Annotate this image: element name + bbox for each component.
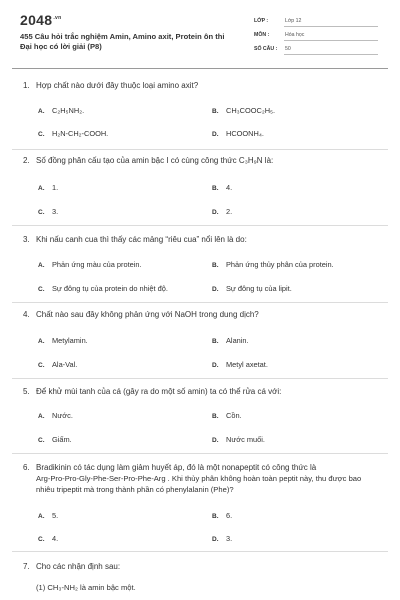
option-d[interactable] [212,284,292,294]
meta-subject [254,31,378,41]
meta-class [254,17,378,27]
option-letter: D. [212,437,219,444]
option-text: 6. [226,511,233,520]
question-body: Để khử mùi tanh của cá (gây ra do một số amin) ta có thể rửa cá với: [36,387,282,396]
option-text: 4. [52,534,59,543]
option-text: Sự đông tụ của lipit. [226,284,292,293]
statement-1: (1) CH₃-NH₂ là amin bậc một. [36,583,136,592]
question-3 [12,235,388,295]
question-4 [12,310,388,370]
option-c[interactable] [38,360,77,370]
meta-class-value: Lớp 12 [284,18,378,27]
question-text [23,81,198,91]
question-number: 3. [23,235,30,244]
option-letter: B. [212,108,219,115]
option-letter: B. [212,413,219,420]
meta-subject-value: Hóa học [284,32,378,41]
question-body: Cho các nhận định sau: [36,562,121,571]
option-letter: D. [212,536,219,543]
option-letter: D. [212,209,219,216]
option-text: C₂H₅NH₂. [52,106,85,115]
question-5 [12,387,388,447]
option-letter: C. [38,209,45,216]
option-text: Phản ứng màu của protein. [52,260,142,269]
option-b[interactable] [212,106,275,116]
question-text [23,156,273,166]
option-letter: A. [38,513,45,520]
option-letter: D. [212,131,219,138]
option-a[interactable] [38,511,58,521]
option-letter: B. [212,185,219,192]
meta-class-label: LỚP : [254,18,269,24]
question-text [23,310,259,320]
option-text: Sự đông tụ của protein do nhiệt độ. [52,284,168,293]
question-divider [12,149,388,150]
option-d[interactable] [212,129,264,139]
option-letter: A. [38,413,45,420]
option-c[interactable] [38,534,58,544]
option-text: Nước. [52,411,73,420]
question-text [23,387,281,397]
question-number: 6. [23,463,30,472]
option-text: 3. [52,207,59,216]
option-d[interactable] [212,207,232,217]
option-a[interactable] [38,260,142,270]
question-body: Hợp chất nào dưới đây thuộc loại amino axit? [36,81,199,90]
option-letter: C. [38,536,45,543]
option-letter: A. [38,108,45,115]
question-body: Bradikinin có tác dụng làm giảm huyết áp, đó là một nonapeptit có công thức là [36,463,317,472]
option-text: Alanin. [226,336,249,345]
option-text: CH₃COOC₂H₅. [226,106,276,115]
option-letter: B. [212,513,219,520]
option-a[interactable] [38,336,88,346]
option-text: H₂N-CH₂-COOH. [52,129,109,138]
option-b[interactable] [212,411,242,421]
option-text: 2. [226,207,233,216]
question-divider [12,302,388,303]
option-text: 4. [226,183,233,192]
option-d[interactable] [212,360,268,370]
option-text: Metyl axetat. [226,360,268,369]
site-logo[interactable] [20,12,61,28]
option-d[interactable] [212,534,232,544]
option-c[interactable] [38,284,168,294]
question-divider [12,551,388,552]
question-text [23,235,247,245]
option-text: Cồn. [226,411,242,420]
question-1 [12,81,388,141]
question-number: 5. [23,387,30,396]
option-letter: C. [38,131,45,138]
option-text: 1. [52,183,59,192]
question-divider [12,453,388,454]
option-letter: B. [212,338,219,345]
question-divider [12,225,388,226]
logo-tld: .vn [53,15,62,22]
option-letter: D. [212,286,219,293]
option-b[interactable] [212,183,232,193]
question-body: Chất nào sau đây không phản ứng với NaOH trong dung dịch? [36,310,259,319]
option-text: 5. [52,511,59,520]
option-text: HCOONH₄. [226,129,264,138]
option-letter: A. [38,185,45,192]
question-body-continued: Arg-Pro-Pro-Gly-Phe-Ser-Pro-Phe-Arg . Khi thủy phân không hoàn toàn peptit này, thu được bao nhiêu tripeptit mà trong thành phần có phenylalanin (Phe)? [36,474,362,494]
option-d[interactable] [212,435,265,445]
question-text [23,562,120,572]
option-text: Phản ứng thủy phân của protein. [226,260,334,269]
option-text: 3. [226,534,233,543]
meta-question-count [254,45,378,55]
question-number: 1. [23,81,30,90]
option-b[interactable] [212,260,334,270]
option-letter: A. [38,262,45,269]
option-letter: A. [38,338,45,345]
question-number: 2. [23,156,30,165]
option-text: Ala-Val. [52,360,78,369]
option-letter: B. [212,262,219,269]
option-c[interactable] [38,129,108,139]
option-b[interactable] [212,336,249,346]
question-text [23,463,316,473]
option-text: Nước muối. [226,435,265,444]
option-letter: C. [38,286,45,293]
option-a[interactable] [38,411,73,421]
question-2 [12,156,388,216]
option-text: Giấm. [52,435,72,444]
meta-count-value: 50 [284,46,378,55]
question-number: 4. [23,310,30,319]
document-title: 455 Câu hỏi trắc nghiệm Amin, Amino axit, Protein ôn thi Đại học có lời giải (P8) [20,32,225,51]
option-b[interactable] [212,511,232,521]
option-c[interactable] [38,435,72,445]
header-divider [12,68,388,69]
option-text: Metylamin. [52,336,88,345]
logo-main: 2048 [20,12,53,28]
question-number: 7. [23,562,30,571]
question-7 [12,562,388,600]
option-letter: C. [38,437,45,444]
document-header [0,0,400,64]
question-6 [12,463,388,553]
question-body: Khi nấu canh cua thì thấy các mảng “riêu cua” nổi lên là do: [36,235,247,244]
meta-count-label: SỐ CÂU : [254,46,278,52]
question-divider [12,378,388,379]
meta-subject-label: MÔN : [254,32,270,38]
question-body: Số đồng phân cấu tạo của amin bậc I có cùng công thức C₃H₉N là: [36,156,274,165]
option-c[interactable] [38,207,58,217]
option-letter: C. [38,362,45,369]
option-letter: D. [212,362,219,369]
option-a[interactable] [38,106,84,116]
option-a[interactable] [38,183,58,193]
